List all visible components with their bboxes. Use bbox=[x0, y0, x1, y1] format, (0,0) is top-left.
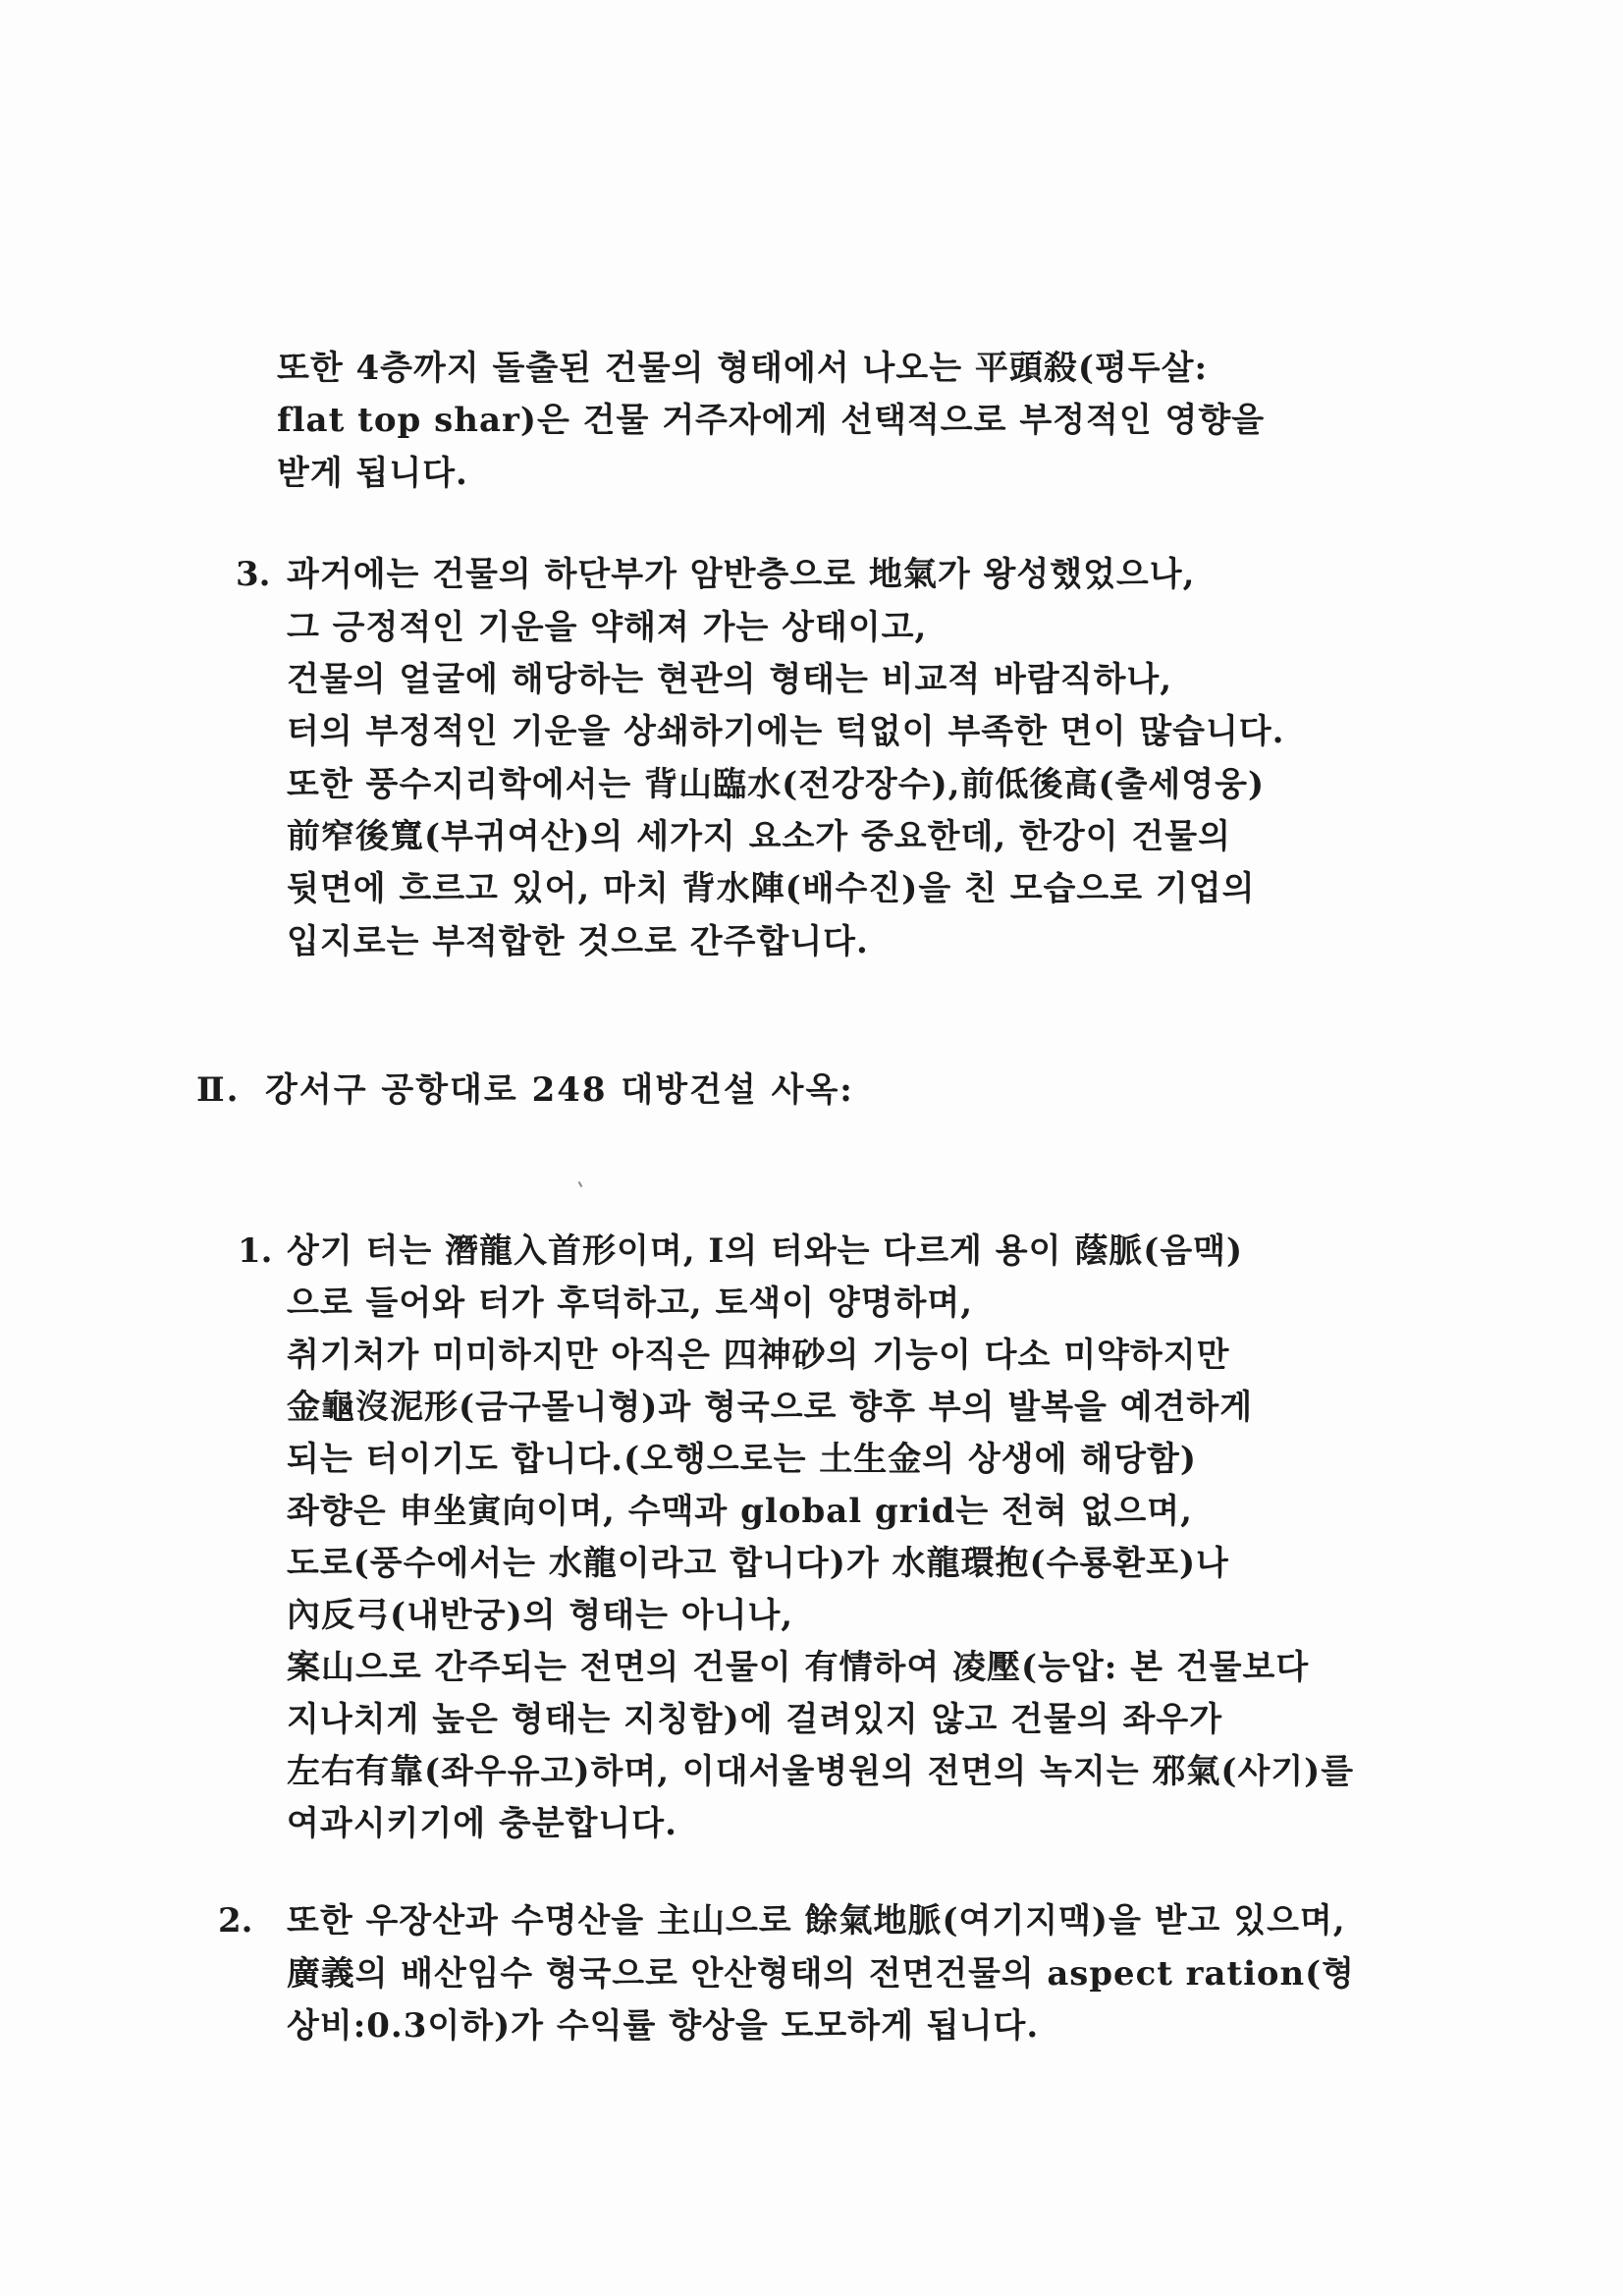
list-item-line: 여과시키기에 충분합니다. bbox=[287, 1804, 677, 1843]
list-item-line: 左右有靠(좌우유고)하며, 이대서울병원의 전면의 녹지는 邪氣(사기)를 bbox=[287, 1752, 1355, 1791]
list-item-line: 또한 풍수지리학에서는 背山臨水(전강장수),前低後高(출세영웅) bbox=[287, 765, 1266, 804]
intro-line: 받게 됩니다. bbox=[277, 454, 468, 493]
list-item-line: 도로(풍수에서는 水龍이라고 합니다)가 水龍環抱(수룡환포)나 bbox=[287, 1544, 1229, 1583]
list-item-number: 2. bbox=[218, 1901, 253, 1941]
list-item-line: 상비:0.3이하)가 수익률 향상을 도모하게 됩니다. bbox=[287, 2006, 1040, 2046]
list-item-line: 案山으로 간주되는 전면의 건물이 有情하여 凌壓(능압: 본 건물보다 bbox=[287, 1648, 1310, 1687]
list-item-line: 상기 터는 潛龍入首形이며, Ⅰ의 터와는 다르게 용이 蔭脈(음맥) bbox=[287, 1231, 1244, 1271]
list-item-line: 또한 우장산과 수명산을 主山으로 餘氣地脈(여기지맥)을 받고 있으며, bbox=[287, 1901, 1346, 1941]
list-item-line: 터의 부정적인 기운을 상쇄하기에는 턱없이 부족한 면이 많습니다. bbox=[287, 712, 1285, 751]
list-item-line: 되는 터이기도 합니다.(오행으로는 土生金의 상생에 해당함) bbox=[287, 1440, 1197, 1479]
list-item-number: 3. bbox=[236, 555, 271, 594]
list-item-line: 좌향은 申坐寅向이며, 수맥과 global grid는 전혀 없으며, bbox=[287, 1492, 1193, 1531]
list-item-line: 건물의 얼굴에 해당하는 현관의 형태는 비교적 바람직하나, bbox=[287, 660, 1173, 699]
list-item-line: 입지로는 부적합한 것으로 간주합니다. bbox=[287, 922, 869, 961]
list-item-line: 廣義의 배산임수 형국으로 안산형태의 전면건물의 aspect ration(형 bbox=[287, 1954, 1355, 1994]
list-item-line: 으로 들어와 터가 후덕하고, 토색이 양명하며, bbox=[287, 1284, 974, 1323]
scan-speck bbox=[578, 1181, 583, 1187]
list-item-line: 內反弓(내반궁)의 형태는 아니나, bbox=[287, 1596, 794, 1635]
list-item-line: 뒷면에 흐르고 있어, 마치 背水陣(배수진)을 친 모습으로 기업의 bbox=[287, 869, 1256, 908]
intro-line: flat top shar)은 건물 거주자에게 선택적으로 부정적인 영향을 bbox=[277, 401, 1266, 440]
list-item-line: 취기처가 미미하지만 아직은 四神砂의 기능이 다소 미약하지만 bbox=[287, 1336, 1230, 1375]
section-numeral: Ⅱ. bbox=[196, 1070, 241, 1110]
list-item-number: 1. bbox=[238, 1231, 273, 1271]
list-item-line: 지나치게 높은 형태는 지칭함)에 걸려있지 않고 건물의 좌우가 bbox=[287, 1700, 1223, 1739]
list-item-line: 과거에는 건물의 하단부가 암반층으로 地氣가 왕성했었으나, bbox=[287, 555, 1196, 594]
intro-line: 또한 4층까지 돌출된 건물의 형태에서 나오는 平頭殺(평두살: bbox=[277, 349, 1209, 388]
list-item-line: 그 긍정적인 기운을 약해져 가는 상태이고, bbox=[287, 608, 928, 647]
list-item-line: 前窄後寬(부귀여산)의 세가지 요소가 중요한데, 한강이 건물의 bbox=[287, 817, 1231, 856]
list-item-line: 金龜沒泥形(금구몰니형)과 형국으로 향후 부의 발복을 예견하게 bbox=[287, 1388, 1254, 1427]
section-title: 강서구 공항대로 248 대방건설 사옥: bbox=[265, 1070, 854, 1110]
